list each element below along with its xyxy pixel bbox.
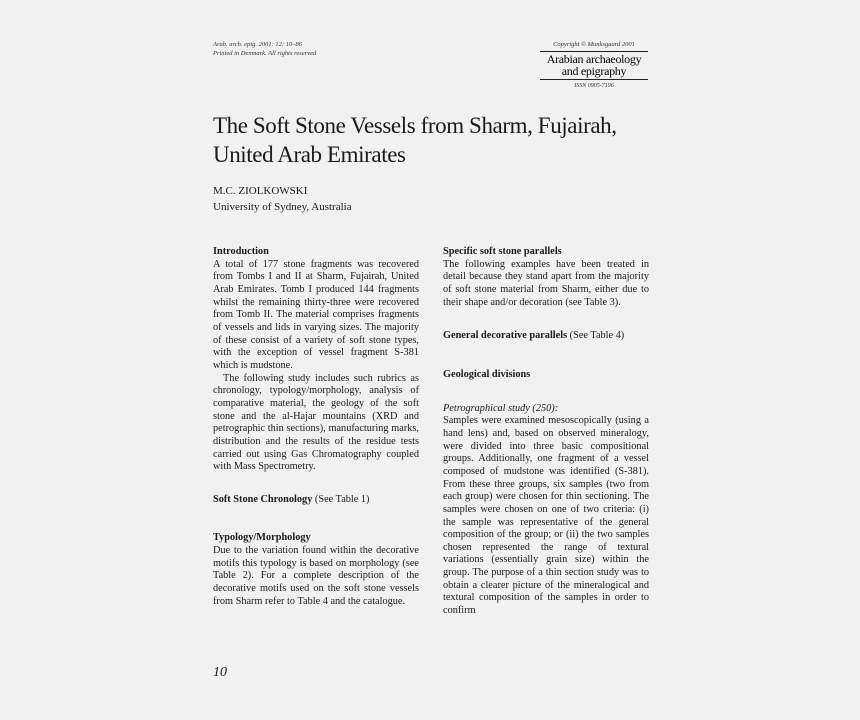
article-title	[213, 111, 653, 169]
running-header-left	[213, 40, 316, 58]
introduction-paragraph-1: A total of 177 stone fragments was recovered from Tombs I and II at Sharm, Fujairah, United Arab Emirates. Tomb I produced 144 fragments whilst the remaining thirty-three were recovered from Tomb II. The material comprises fragments of vessels and lids in varying sizes. The majority of these consist of a variety of soft stone types, with the exception of vessel fragment S-381 which is mudstone.	[213, 258, 419, 371]
petrographical-subheading: Petrographical study (250):	[443, 402, 559, 414]
author-affiliation: University of Sydney, Australia	[213, 201, 352, 213]
title-line2: United Arab Emirates	[213, 142, 406, 167]
copyright-line: Copyright © Munksgaard 2001	[553, 41, 635, 48]
petrographical-paragraph: Samples were examined mesoscopically (using a hand lens) and, based on observed mineralogy, were divided into three basic compositional groups. Additionally, one fragment of a vessel composed of mudstone was identified (S-381). From these three groups, six samples (two from each group) were chosen for thin sectioning. The samples were chosen on one of two criteria: (i) the sample was representative of the general composition of the group; or (ii) the two samples chosen represented the range of textural variations (essentially grain size) within the group. The purpose of a thin section study was to obtain a clearer picture of the mineralogical and textural composition of the samples in order to confirm	[443, 415, 649, 617]
introduction-heading: Introduction	[213, 246, 269, 257]
printed-line: Printed in Denmark. All rights reserved	[213, 50, 317, 57]
issn-line: ISSN 0905-7196	[574, 83, 614, 89]
author-name: M.C. ZIOLKOWSKI	[213, 185, 308, 197]
journal-name-line2: and epigraphy	[561, 64, 627, 78]
left-column	[213, 246, 419, 608]
typology-paragraph: Due to the variation found within the decorative motifs this typology is based on morphology (see Table 2). For a complete description of the decorative motifs used on the soft stone vessels from Sharm refer to Table 4 and the catalogue.	[213, 545, 419, 607]
general-parallels-heading-line	[443, 330, 649, 343]
introduction-paragraph-2: The following study includes such rubrics as chronology, typology/morphology, analysis of comparative material, the geology of the soft stone and the al-Hajar mountains (XRD and petrographic thin sections), manufacturing marks, distribution and the results of the residue tests carried out using Gas Chromatography coupled with Mass Spectrometry.	[213, 372, 419, 473]
typology-heading: Typology/Morphology	[213, 532, 311, 544]
geological-divisions-heading: Geological divisions	[443, 368, 531, 380]
running-header-right	[540, 40, 648, 89]
citation-line: Arab. arch. epig. 2001: 12: 10–86	[213, 41, 302, 48]
parallels-heading: Specific soft stone parallels	[443, 246, 562, 257]
general-parallels-heading: General decorative parallels	[443, 330, 568, 342]
chronology-heading: Soft Stone Chronology	[213, 493, 313, 505]
journal-logo	[540, 51, 648, 80]
title-line1: The Soft Stone Vessels from Sharm, Fujairah,	[213, 113, 617, 138]
chronology-table-note: (See Table 1)	[312, 493, 370, 505]
general-parallels-table-note: (See Table 4)	[567, 330, 625, 342]
journal-name-line1: Arabian archaeology	[546, 52, 642, 66]
chronology-heading-line	[213, 494, 419, 507]
author-block	[213, 183, 352, 215]
page-number: 10	[213, 665, 227, 680]
parallels-paragraph: The following examples have been treated in detail because they stand apart from the majority of soft stone material from Sharm, either due to their shape and/or decoration (see Table 3).	[443, 258, 649, 308]
right-column	[443, 246, 649, 618]
